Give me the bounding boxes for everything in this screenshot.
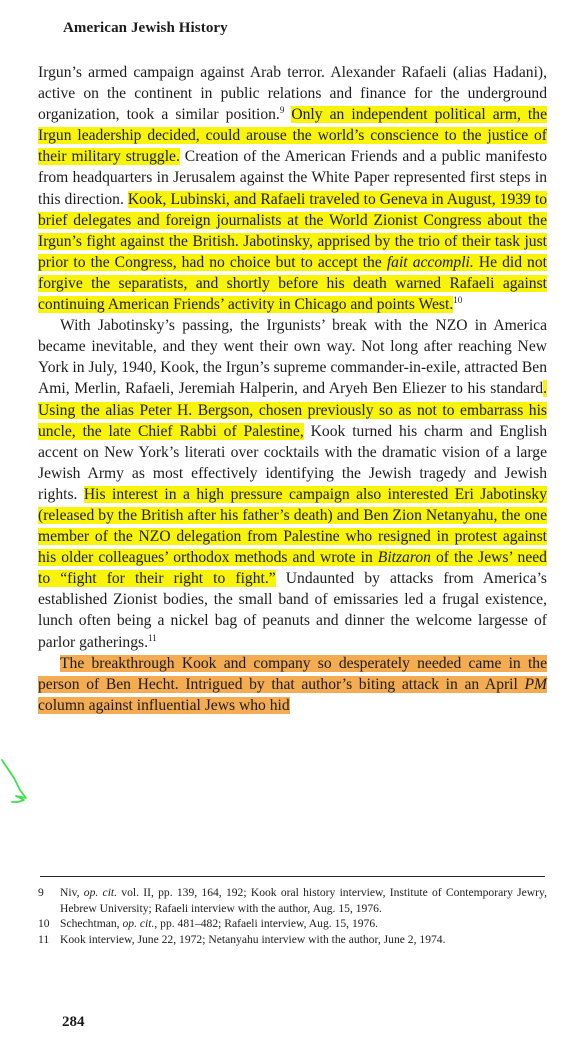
footnote-text <box>60 885 547 916</box>
text-run: Kook turned his charm and English accent on New York’s literati over cocktails with the dramatic vision of a large Jewish Army as most effectively identifying the Jewish tragedy and Jewish rights. <box>38 422 547 503</box>
highlighted-text-orange: PM <box>524 675 547 693</box>
highlighted-text: His interest in a high pressure campaign also interested Eri Jabotinsky (released by the British after his father’s death) and Ben Zion Netanyahu, the one member of the NZO delegation from Palestine who resigned in protest against his older colleagues’ orthodox methods and wrote in <box>38 485 547 567</box>
footnote-reference: 9 <box>279 105 285 115</box>
footnote-text-run: , pp. 481–482; Rafaeli interview, Aug. 15, 1976. <box>154 917 379 931</box>
text-run: Undaunted by attacks from America’s established Zionist bodies, the small band of emissaries led a frugal existence, lunch often being a nickel bag of peanuts and dinner the welcome largesse of parlor gatherings. <box>38 570 547 651</box>
footnote-number: 11 <box>38 932 50 946</box>
footnote-text-run: op. cit. <box>83 886 118 899</box>
body-paragraph <box>38 315 547 653</box>
footnote <box>38 885 547 916</box>
running-header: American Jewish History <box>63 20 228 36</box>
highlighted-text-orange: column against influential Jews who hid <box>38 696 290 714</box>
footnote-number: 10 <box>38 917 50 931</box>
highlighted-text-orange: The breakthrough Kook and company so desperately needed came in the person of Ben Hecht. Intrigued by that author’s biting attack in an April <box>38 654 547 693</box>
footnote-number: 9 <box>38 886 44 899</box>
footnote-text-run: Schechtman, <box>60 917 123 931</box>
margin-annotation-mark <box>0 758 40 818</box>
highlighted-text: . Using the alias Peter H. Bergson, chosen previously so as not to embarrass his uncle, the late Chief Rabbi of Palestine, <box>38 380 547 440</box>
text-run: With Jabotinsky’s passing, the Irgunists’ break with the NZO in America became inevitable, and they went their own way. Not long after reaching New York in July, 1940, Kook, the Irgun’s supreme commander-in-exile, attracted Ben Ami, Merlin, Rafaeli, Jeremiah Halperin, and Aryeh Ben Eliezer to his standard <box>38 317 547 398</box>
highlighted-text: Only an independent political arm, the Irgun leadership decided, could arouse the world’s conscience to the justice of their military struggle. <box>38 106 547 166</box>
footnotes <box>38 885 547 947</box>
footnote-reference: 10 <box>453 294 463 305</box>
highlighted-text: Bitzaron <box>377 549 431 567</box>
highlighted-text: fait accompli. <box>386 253 474 271</box>
highlighted-text: of the Jews’ need to “fight for their right to fight.” <box>38 549 547 588</box>
footnote-text-run: op. cit. <box>122 917 155 931</box>
footnote-text-run: vol. II, pp. 139, 164, 192; Kook oral history interview, Institute of Contemporary Jewry, Hebrew University; Rafaeli interview with the author, Aug. 15, 1976. <box>60 886 547 915</box>
highlighted-text: Kook, Lubinski, and Rafaeli traveled to Geneva in August, 1939 to brief delegates and foreign journalists at the World Zionist Congress about the Irgun’s fight against the British. Jabotinsky, apprised by the trio of their task just prior to the Congress, had no choice but to accept the <box>38 190 547 271</box>
text-run: Irgun’s armed campaign against Arab terror. Alexander Rafaeli (alias Hadani), active on the continent in public relations and finance for the underground organization, took a similar position. <box>38 64 547 124</box>
highlighted-text: He did not forgive the separatists, and shortly before his death warned Rafaeli against continuing American Friends’ activity in Chicago and points West. <box>38 253 547 314</box>
footnote-reference: 11 <box>148 632 157 643</box>
body-paragraph <box>38 653 547 716</box>
body-text <box>38 62 547 716</box>
footnote <box>38 916 547 932</box>
footnote-text-run: Niv, <box>60 886 84 899</box>
text-run: Creation of the American Friends and a public manifesto from headquarters in Jerusalem against the White Paper represented first steps in this direction. <box>38 148 548 208</box>
footnote-text <box>60 916 547 932</box>
footnote-text <box>60 932 547 948</box>
page-number: 284 <box>62 1014 85 1030</box>
body-paragraph <box>38 62 547 315</box>
footnote-divider <box>40 876 545 877</box>
footnote <box>38 932 547 948</box>
footnote-text-run: Kook interview, June 22, 1972; Netanyahu interview with the author, June 2, 1974. <box>60 932 446 946</box>
